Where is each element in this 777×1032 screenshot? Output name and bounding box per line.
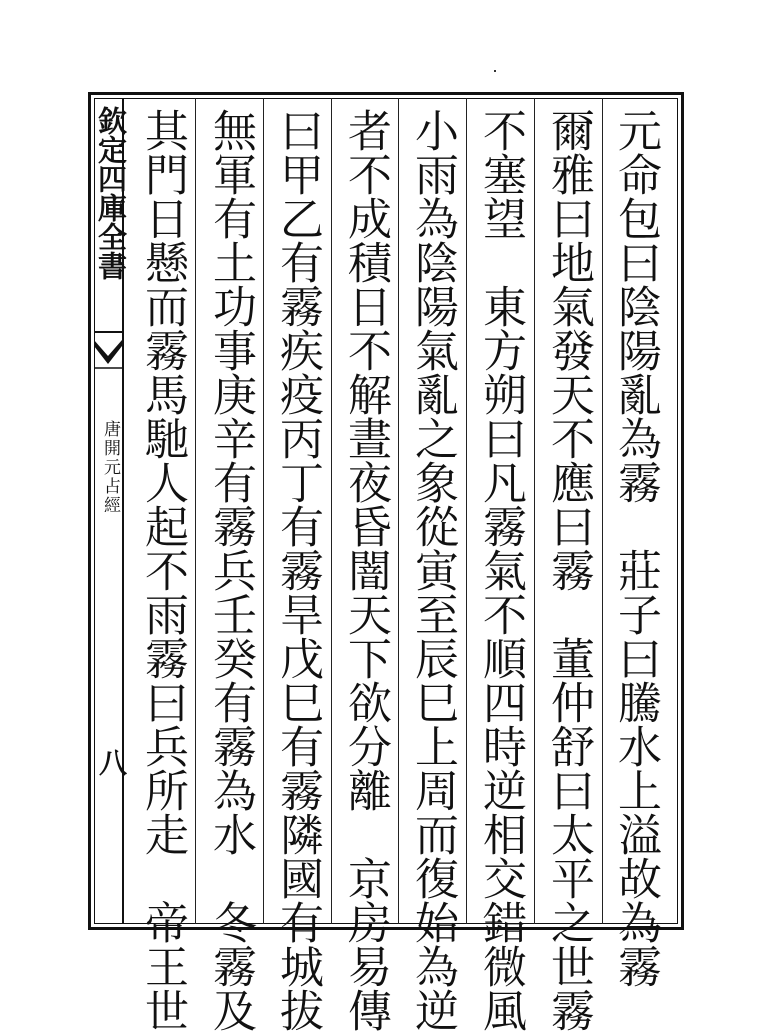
speck [494,70,496,72]
column-rule [466,98,467,924]
page-number: 八 [95,748,128,776]
text-column: 無軍有土功事庚辛有霧兵壬癸有霧為水 冬霧及 [205,108,256,1032]
fish-tail-icon [94,330,122,370]
column-rule [195,98,196,924]
column-rule [263,98,264,924]
book-title: 唐開元占經 [100,420,120,515]
text-column: 其門日懸而霧馬馳人起不雨霧曰兵所走 帝王世 [137,108,188,1032]
column-rule [534,98,535,924]
text-column: 元命包曰陰陽亂為霧 莊子曰騰水上溢故為霧 [610,108,661,988]
text-column: 不塞望 東方朔曰凡霧氣不順四時逆相交錯微風 [475,108,526,1032]
text-column: 小雨為陰陽氣亂之象從寅至辰巳上周而復始為逆 [407,108,458,1032]
column-rule [602,98,603,924]
text-column: 爾雅曰地氣發天不應曰霧 董仲舒曰太平之世霧 [543,108,594,1032]
text-column: 者不成積日不解晝夜昏闇天下欲分離 京房易傳 [340,108,391,1032]
column-rule [331,98,332,924]
text-column: 曰甲乙有霧疾疫丙丁有霧旱戊巳有霧隣國有城拔 [272,108,323,1032]
column-rule [398,98,399,924]
collection-title: 欽定四庫全書 [94,106,128,280]
